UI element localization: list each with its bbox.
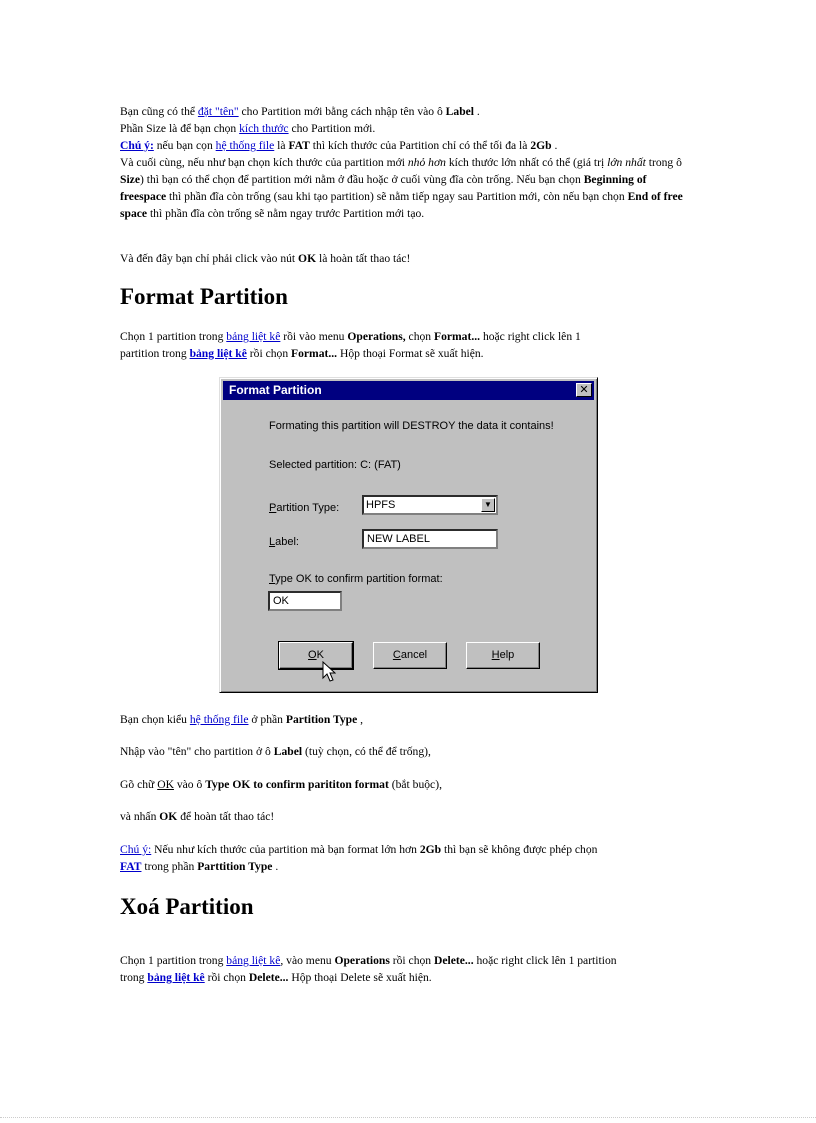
- bold-text: Type OK to confirm parititon format: [205, 778, 389, 791]
- ok-button[interactable]: [279, 642, 353, 669]
- intro-paragraph-5: [120, 250, 410, 267]
- text: để hoàn tất thao tác!: [177, 810, 275, 823]
- bold-text: Delete...: [248, 971, 289, 984]
- format-line-2: [120, 345, 484, 362]
- link-bang-liet-ke[interactable]: bảng liệt kê: [226, 330, 281, 343]
- accesskey: L: [269, 536, 276, 548]
- text: Phần Size là để bạn chọn: [120, 122, 240, 135]
- accesskey: O: [308, 649, 317, 661]
- confirm-label: [269, 573, 443, 585]
- bold-text: FAT: [288, 139, 310, 152]
- accesskey: C: [392, 649, 401, 661]
- text: .: [272, 860, 279, 873]
- text: rồi chọn: [246, 347, 292, 360]
- label-field-label: [269, 536, 299, 548]
- note-link[interactable]: Chú ý:: [120, 139, 154, 152]
- text: (tuỳ chọn, có thể để trống),: [302, 745, 431, 758]
- text: hoặc right click lên 1 partition: [473, 954, 617, 967]
- label-text: artition Type:: [276, 502, 340, 514]
- text: Bạn chọn kiểu: [120, 713, 190, 726]
- page-bottom-divider: [0, 1117, 816, 1118]
- cancel-button[interactable]: [373, 642, 447, 669]
- text: Bạn cũng có thể: [120, 105, 198, 118]
- bold-text: Partition Type: [285, 713, 358, 726]
- dialog-titlebar: [223, 381, 594, 400]
- text: hoặc right click lên 1: [480, 330, 581, 343]
- bold-text: Format...: [434, 330, 481, 343]
- intro-paragraph-4: [120, 154, 692, 222]
- text: .: [551, 139, 558, 152]
- link-bang-liet-ke[interactable]: bảng liệt kê: [147, 971, 205, 984]
- step-3: [120, 776, 442, 793]
- link-bang-liet-ke[interactable]: bảng liệt kê: [189, 347, 247, 360]
- step-4: [120, 808, 274, 825]
- text: trong phần: [141, 860, 198, 873]
- note-line-1: [120, 841, 597, 858]
- text: thì kích thước của Partition chỉ có thể tối đa là: [309, 139, 531, 152]
- warning-text: Formating this partition will DESTROY the data it contains!: [269, 420, 554, 432]
- text: rồi chọn: [389, 954, 434, 967]
- button-text: K: [316, 649, 324, 661]
- accesskey: P: [269, 502, 277, 514]
- step-2: [120, 743, 431, 760]
- bold-text: 2Gb: [419, 843, 442, 856]
- text: Chọn 1 partition trong: [120, 330, 227, 343]
- link-fat[interactable]: FAT: [120, 860, 142, 873]
- text: ở phần: [248, 713, 286, 726]
- selected-partition-text: Selected partition: C: (FAT): [269, 459, 401, 471]
- accesskey: T: [269, 573, 276, 585]
- button-text: elp: [499, 649, 515, 661]
- intro-line-3: [120, 137, 557, 154]
- heading-xoa-partition: Xoá Partition: [120, 894, 254, 919]
- partition-type-select[interactable]: [362, 495, 498, 515]
- link-he-thong-file[interactable]: hệ thống file: [189, 713, 249, 726]
- text: cho Partition mới.: [288, 122, 376, 135]
- text: trong ô: [645, 156, 682, 169]
- text: .: [474, 105, 480, 118]
- text: chọn: [405, 330, 434, 343]
- bold-text: Format...: [291, 347, 338, 360]
- label-text: ype OK to confirm partition format:: [275, 573, 443, 585]
- bold-text: OK: [298, 252, 317, 265]
- text: Chọn 1 partition trong: [120, 954, 227, 967]
- text: trong: [120, 971, 148, 984]
- intro-line-2: [120, 120, 375, 137]
- link-kich-thuoc[interactable]: kích thước: [239, 122, 289, 135]
- bold-text: Beginning of freespace: [120, 173, 647, 203]
- intro-line-1: [120, 103, 480, 120]
- text: rồi chọn: [204, 971, 249, 984]
- text: Nếu như kích thước của partition mà bạn format lớn hơn: [151, 843, 420, 856]
- step-1: [120, 711, 363, 728]
- label-input[interactable]: NEW LABEL: [362, 529, 498, 549]
- chevron-down-icon[interactable]: ▼: [481, 498, 495, 512]
- bold-text: Operations,: [347, 330, 406, 343]
- bold-text: Label: [273, 745, 303, 758]
- select-value: HPFS: [366, 499, 396, 511]
- link-dat-ten[interactable]: đặt "tên": [197, 105, 239, 118]
- text: thì phần đĩa còn trống sẽ nằm ngay trước Partition mới tạo.: [147, 207, 425, 220]
- confirm-input[interactable]: OK: [268, 591, 342, 611]
- note-link[interactable]: Chú ý:: [120, 843, 152, 856]
- delete-line-2: [120, 969, 432, 986]
- text: Hộp thoại Delete sẽ xuất hiện.: [288, 971, 432, 984]
- format-partition-dialog: [219, 377, 598, 693]
- help-button[interactable]: [466, 642, 540, 669]
- note-line-2: [120, 858, 278, 875]
- text: partition trong: [120, 347, 190, 360]
- mouse-cursor-icon: [322, 661, 336, 683]
- heading-format-partition: Format Partition: [120, 284, 288, 309]
- text: thì bạn sẽ không được phép chọn: [441, 843, 598, 856]
- dialog-title: Format Partition: [229, 383, 322, 397]
- text: rồi vào menu: [280, 330, 348, 343]
- text: Và đến đây bạn chỉ phải click vào nút: [120, 252, 299, 265]
- underlined-text: OK: [157, 778, 174, 791]
- bold-text: Parttition Type: [197, 860, 273, 873]
- text: cho Partition mới bằng cách nhập tên vào ô: [238, 105, 446, 118]
- link-he-thong-file[interactable]: hệ thống file: [215, 139, 275, 152]
- text: Và cuối cùng, nếu như bạn chọn kích thước của partition mới: [120, 156, 408, 169]
- text: ) thì bạn có thể chọn để partition mới nằm ở đầu hoặc ở cuối vùng đĩa còn trống. Nếu bạn chọn: [139, 173, 584, 186]
- italic-text: lớn nhất: [607, 156, 646, 169]
- text: vào ô: [173, 778, 206, 791]
- bold-text: 2Gb: [530, 139, 552, 152]
- bold-text: End of free space: [120, 190, 683, 220]
- text: ,: [357, 713, 364, 726]
- accesskey: H: [491, 649, 500, 661]
- close-icon[interactable]: ✕: [576, 383, 592, 397]
- bold-text: Label: [445, 105, 475, 118]
- text: kích thước lớn nhất có thể (giá trị: [445, 156, 608, 169]
- label-text: abel:: [275, 536, 299, 548]
- text: thì phần đĩa còn trống (sau khi tạo partition) sẽ nằm tiếp ngay sau Partition mới, còn nếu bạn chọn: [166, 190, 628, 203]
- delete-line-1: [120, 952, 617, 969]
- bold-text: OK: [159, 810, 178, 823]
- bold-text: Size: [120, 173, 140, 186]
- format-line-1: [120, 328, 581, 345]
- italic-text: nhỏ hơn: [407, 156, 446, 169]
- text: là: [274, 139, 289, 152]
- link-bang-liet-ke[interactable]: bảng liệt kê: [226, 954, 281, 967]
- bold-text: Delete...: [434, 954, 474, 967]
- text: là hoàn tất thao tác!: [316, 252, 411, 265]
- button-text: ancel: [400, 649, 428, 661]
- bold-text: Operations: [334, 954, 390, 967]
- text: Nhập vào "tên" cho partition ở ô: [120, 745, 274, 758]
- text: Gõ chữ: [120, 778, 158, 791]
- partition-type-label: [269, 502, 339, 514]
- text: và nhấn: [120, 810, 160, 823]
- text: Hộp thoại Format sẽ xuất hiện.: [337, 347, 484, 360]
- text: , vào menu: [280, 954, 335, 967]
- text: (bắt buộc),: [388, 778, 442, 791]
- text: nếu bạn cọn: [153, 139, 216, 152]
